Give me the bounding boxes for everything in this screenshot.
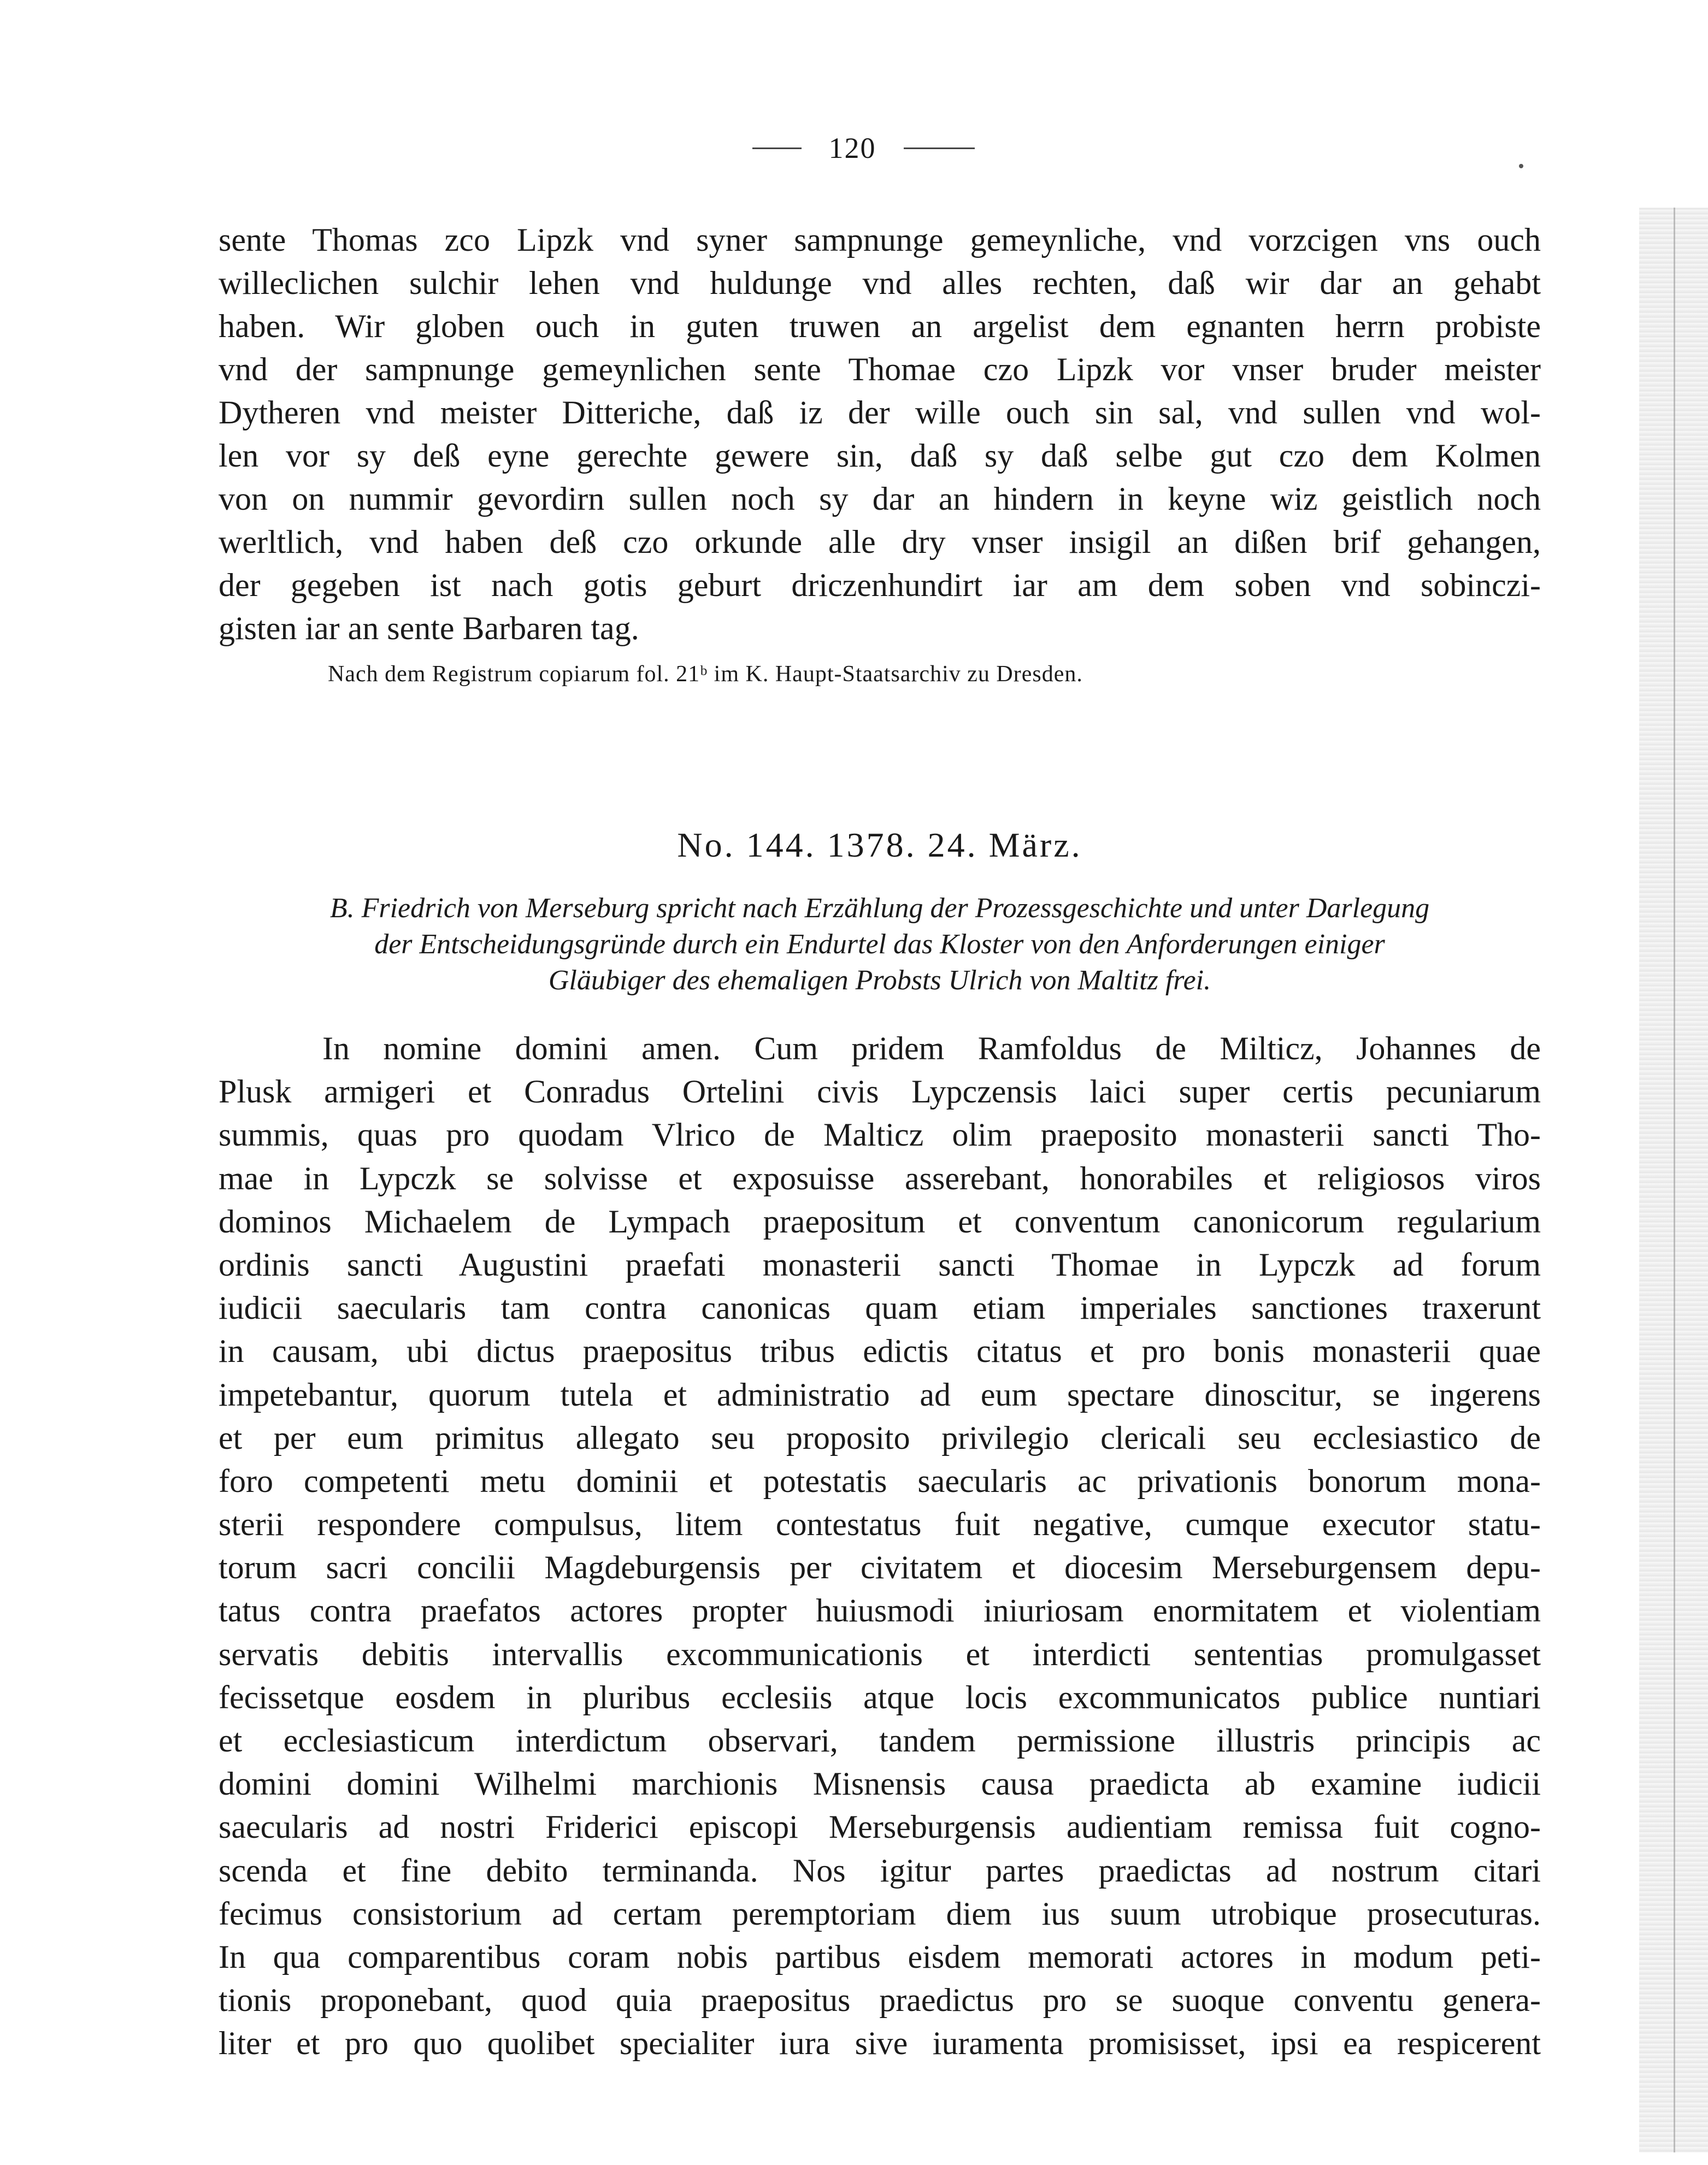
text-line: gisten iar an sente Barbaren tag. xyxy=(219,610,639,646)
text-line: willeclichen sulchir lehen vnd huldunge vnd alles rechten, daß wir dar an gehabt xyxy=(219,265,1541,301)
document-body xyxy=(219,1027,1541,2066)
text-line: Plusk armigeri et Conradus Ortelini civis Lypczensis laici super certis pecuniarum xyxy=(219,1073,1541,1110)
text-line: der gegeben ist nach gotis geburt driczenhundirt iar am dem soben vnd sobinczi- xyxy=(219,567,1541,603)
page-number: 120 xyxy=(828,132,876,164)
text-line: liter et pro quo quolibet specialiter iura sive iuramenta promisisset, ipsi ea respicerent xyxy=(219,2025,1541,2062)
source-citation: Nach dem Registrum copiarum fol. 21ᵇ im K. Haupt-Staatsarchiv zu Dresden. xyxy=(328,662,1083,687)
scan-binding-line xyxy=(1674,208,1675,2152)
document-summary xyxy=(219,890,1541,999)
text-line: et ecclesiasticum interdictum observari, tandem permissione illustris principis ac xyxy=(219,1722,1541,1759)
header-dash-right xyxy=(904,148,975,149)
text-line: in causam, ubi dictus praepositus tribus edictis citatus et pro bonis monasterii quae xyxy=(219,1333,1541,1370)
text-line: werltlich, vnd haben deß czo orkunde alle dry vnser insigil an dißen brif gehangen, xyxy=(219,524,1541,560)
text-line: servatis debitis intervallis excommunicationis et interdicti sententias promulgasset xyxy=(219,1636,1541,1672)
text-line: In qua comparentibus coram nobis partibus eisdem memorati actores in modum peti- xyxy=(219,1938,1541,1975)
text-line: fecissetque eosdem in pluribus ecclesiis atque locis excommunicatos publice nuntiari xyxy=(219,1679,1541,1715)
document-heading: No. 144. 1378. 24. März. xyxy=(677,825,1082,864)
text-line: torum sacri concilii Magdeburgensis per civitatem et diocesim Merseburgensem depu- xyxy=(219,1549,1541,1586)
text-line: summis, quas pro quodam Vlrico de Malticz olim praeposito monasterii sancti Tho- xyxy=(219,1117,1541,1153)
text-line: mae in Lypczk se solvisse et exposuisse asserebant, honorabiles et religiosos viros xyxy=(219,1160,1541,1196)
summary-line: B. Friedrich von Merseburg spricht nach Erzählung der Prozessgeschichte und unter Darlegung xyxy=(329,893,1430,924)
text-line: impetebantur, quorum tutela et administratio ad eum spectare dinoscitur, se ingerens xyxy=(219,1376,1541,1413)
text-line: iudicii saecularis tam contra canonicas quam etiam imperiales sanctiones traxerunt xyxy=(219,1290,1541,1326)
summary-line: der Entscheidungsgründe durch ein Endurtel das Kloster von den Anforderungen einiger xyxy=(374,929,1385,960)
header-dot-mark xyxy=(1519,164,1523,168)
text-line: ordinis sancti Augustini praefati monasterii sancti Thomae in Lypczk ad forum xyxy=(219,1246,1541,1283)
text-line: von on nummir gevordirn sullen noch sy dar an hindern in keyne wiz geistlich noch xyxy=(219,481,1541,517)
page-header xyxy=(721,131,1005,165)
text-line: et per eum primitus allegato seu proposito privilegio clericali seu ecclesiastico de xyxy=(219,1419,1541,1456)
header-dash-left xyxy=(752,148,802,149)
text-line: haben. Wir globen ouch in guten truwen an argelist dem egnanten herrn probiste xyxy=(219,308,1541,344)
text-line: saecularis ad nostri Friderici episcopi Merseburgensis audientiam remissa fuit cogno- xyxy=(219,1809,1541,1845)
text-line: dominos Michaelem de Lympach praepositum et conventum canonicorum regularium xyxy=(219,1203,1541,1240)
summary-line: Gläubiger des ehemaligen Probsts Ulrich von Maltitz frei. xyxy=(548,965,1211,996)
text-line: fecimus consistorium ad certam peremptoriam diem ius suum utrobique prosecuturas. xyxy=(219,1895,1541,1932)
text-line: tionis proponebant, quod quia praepositus praedictus pro se suoque conventu genera- xyxy=(219,1982,1541,2019)
text-line: domini domini Wilhelmi marchionis Misnensis causa praedicta ab examine iudicii xyxy=(219,1766,1541,1802)
text-line: Dytheren vnd meister Ditteriche, daß iz der wille ouch sin sal, vnd sullen vnd wol- xyxy=(219,394,1541,430)
continued-text xyxy=(219,219,1541,650)
text-line: tatus contra praefatos actores propter huiusmodi iniuriosam enormitatem et violentiam xyxy=(219,1592,1541,1629)
text-line: len vor sy deß eyne gerechte gewere sin, daß sy daß selbe gut czo dem Kolmen xyxy=(219,438,1541,474)
text-line: sente Thomas zco Lipzk vnd syner sampnunge gemeynliche, vnd vorzcigen vns ouch xyxy=(219,222,1541,258)
text-line: scenda et fine debito terminanda. Nos igitur partes praedictas ad nostrum citari xyxy=(219,1852,1541,1889)
text-line: foro competenti metu dominii et potestatis saecularis ac privationis bonorum mona- xyxy=(219,1462,1541,1499)
text-line: vnd der sampnunge gemeynlichen sente Thomae czo Lipzk vor vnser bruder meister xyxy=(219,351,1541,387)
text-line: sterii respondere compulsus, litem contestatus fuit negative, cumque executor statu- xyxy=(219,1506,1541,1543)
text-line: In nomine domini amen. Cum pridem Ramfoldus de Milticz, Johannes de xyxy=(322,1030,1541,1066)
